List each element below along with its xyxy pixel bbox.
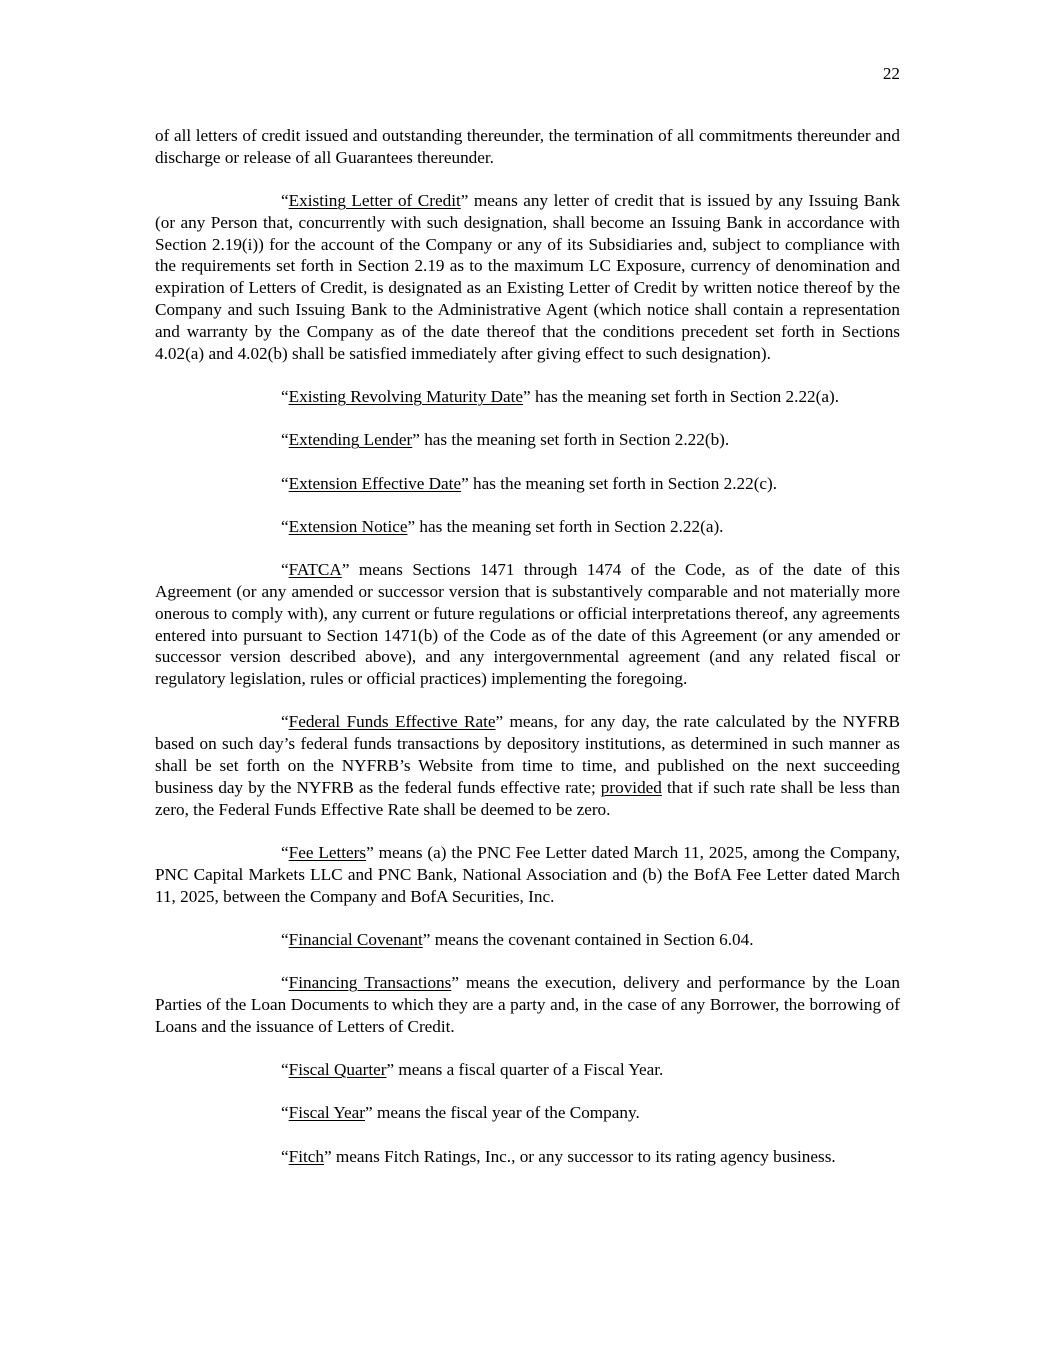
- defined-term: Fiscal Year: [288, 1103, 366, 1123]
- definition-fatca: “FATCA” means Sections 1471 through 1474 of the Code, as of the date of this Agreement (or any amended or successor version that is substantively comparable and not materially more onerous to comply with), any current or future regulations or official interpretations thereof, any agreements entered into pursuant to Section 1471(b) of the Code as of the date of this Agreement (or any amended or successor version described above), and any intergovernmental agreement (and any related fiscal or regulatory legislation, rules or official practices) implementing the foregoing.: [155, 560, 900, 689]
- definition-text: ” has the meaning set forth in Section 2.22(a).: [523, 386, 840, 406]
- definition-fiscal-quarter: “Fiscal Quarter” means a fiscal quarter of a Fiscal Year.: [281, 1060, 664, 1079]
- definition-extending-lender: “Extending Lender” has the meaning set forth in Section 2.22(b).: [281, 430, 730, 450]
- definition-fee-letters: “Fee Letters” means (a) the PNC Fee Letter dated March 11, 2025, among the Company, PNC Capital Markets LLC and PNC Bank, National Association and (b) the BofA Fee Letter dated March 11, 2025, between the Company and BofA Securities, Inc.: [155, 842, 900, 906]
- definition-extension-effective-date: “Extension Effective Date” has the meaning set forth in Section 2.22(c).: [281, 473, 778, 493]
- definition-existing-revolving-maturity-date: “Existing Revolving Maturity Date” has the meaning set forth in Section 2.22(a).: [281, 386, 840, 406]
- definition-text-continued: that if such rate shall be less than zero, the Federal Funds Effective Rate shall be deemed to be zero.: [155, 777, 900, 819]
- document-body: [155, 125, 900, 1189]
- definition-text: ” means a fiscal quarter of a Fiscal Year.: [386, 1060, 664, 1079]
- defined-term: Extension Effective Date: [288, 473, 462, 493]
- defined-term: Fiscal Quarter: [288, 1060, 387, 1079]
- page-number: 22: [882, 64, 900, 83]
- definition-text: ” means the fiscal year of the Company.: [365, 1103, 640, 1123]
- definition-federal-funds-effective-rate: “Federal Funds Effective Rate” means, for any day, the rate calculated by the NYFRB based on such day’s federal funds transactions by depository institutions, as determined in such manner as shall be set forth on the NYFRB’s Website from time to time, and published on the next succeeding business day by the NYFRB as the federal funds effective rate; provided that if such rate shall be less than zero, the Federal Funds Effective Rate shall be deemed to be zero.: [155, 712, 900, 819]
- defined-term: Existing Letter of Credit: [288, 191, 461, 211]
- definition-fiscal-year: “Fiscal Year” means the fiscal year of the Company.: [281, 1103, 640, 1123]
- definition-text: ” has the meaning set forth in Section 2.22(c).: [461, 473, 778, 493]
- definition-text: ” has the meaning set forth in Section 2.22(b).: [412, 430, 730, 450]
- defined-term: Financial Covenant: [288, 929, 423, 949]
- definition-text: ” means the execution, delivery and performance by the Loan Parties of the Loan Documents to which they are a party and, in the case of any Borrower, the borrowing of Loans and the issuance of Letters of Credit.: [155, 973, 900, 1036]
- defined-term: Federal Funds Effective Rate: [288, 712, 496, 732]
- definition-text: ” means Sections 1471 through 1474 of the Code, as of the date of this Agreement (or any amended or successor version that is substantively comparable and not materially more onerous to comply with), any current or future regulations or official interpretations thereof, any agreements entered into pursuant to Section 1471(b) of the Code as of the date of this Agreement (or any amended or successor version described above), and any intergovernmental agreement (and any related fiscal or regulatory legislation, rules or official practices) implementing the foregoing.: [155, 560, 900, 689]
- opening-paragraph: of all letters of credit issued and outstanding thereunder, the termination of all commitments thereunder and discharge or release of all Guarantees thereunder.: [155, 126, 900, 167]
- defined-term: Extending Lender: [288, 430, 413, 450]
- definition-fitch: “Fitch” means Fitch Ratings, Inc., or any successor to its rating agency business.: [281, 1146, 836, 1166]
- definition-financing-transactions: “Financing Transactions” means the execution, delivery and performance by the Loan Parties of the Loan Documents to which they are a party and, in the case of any Borrower, the borrowing of Loans and the issuance of Letters of Credit.: [155, 973, 900, 1036]
- defined-term: Financing Transactions: [288, 973, 452, 993]
- definition-text: ” means (a) the PNC Fee Letter dated March 11, 2025, among the Company, PNC Capital Markets LLC and PNC Bank, National Association and (b) the BofA Fee Letter dated March 11, 2025, between the Company and BofA Securities, Inc.: [155, 842, 900, 906]
- definition-text: ” means the covenant contained in Section 6.04.: [422, 929, 754, 949]
- defined-term: Existing Revolving Maturity Date: [288, 386, 524, 406]
- definition-extension-notice: “Extension Notice” has the meaning set forth in Section 2.22(a).: [281, 516, 724, 536]
- provided-term: provided: [600, 777, 662, 797]
- definition-text: ” means any letter of credit that is issued by any Issuing Bank (or any Person that, concurrently with such designation, shall become an Issuing Bank in accordance with Section 2.19(i)) for the account of the Company or any of its Subsidiaries and, subject to compliance with the requirements set forth in Section 2.19 as to the maximum LC Exposure, currency of denomination and expiration of Letters of Credit, is designated as an Existing Letter of Credit by written notice thereof by the Company and such Issuing Bank to the Administrative Agent (which notice shall contain a representation and warranty by the Company as of the date thereof that the conditions precedent set forth in Sections 4.02(a) and 4.02(b) shall be satisfied immediately after giving effect to such designation).: [155, 191, 900, 363]
- definition-text: ” has the meaning set forth in Section 2.22(a).: [407, 516, 724, 536]
- definition-financial-covenant: “Financial Covenant” means the covenant contained in Section 6.04.: [281, 929, 754, 949]
- defined-term: Fitch: [288, 1146, 324, 1166]
- definition-text: ” means Fitch Ratings, Inc., or any successor to its rating agency business.: [323, 1146, 836, 1166]
- definition-text: ” means, for any day, the rate calculated by the NYFRB based on such day’s federal funds transactions by depository institutions, as determined in such manner as shall be set forth on the NYFRB’s Website from time to time, and published on the next succeeding business day by the NYFRB as the federal funds effective rate;: [155, 712, 900, 797]
- defined-term: FATCA: [288, 560, 342, 580]
- defined-term: Extension Notice: [288, 516, 408, 536]
- defined-term: Fee Letters: [288, 842, 367, 862]
- definition-existing-letter-of-credit: “Existing Letter of Credit” means any letter of credit that is issued by any Issuing Bank (or any Person that, concurrently with such designation, shall become an Issuing Bank in accordance with Section 2.19(i)) for the account of the Company or any of its Subsidiaries and, subject to compliance with the requirements set forth in Section 2.19 as to the maximum LC Exposure, currency of denomination and expiration of Letters of Credit, is designated as an Existing Letter of Credit by written notice thereof by the Company and such Issuing Bank to the Administrative Agent (which notice shall contain a representation and warranty by the Company as of the date thereof that the conditions precedent set forth in Sections 4.02(a) and 4.02(b) shall be satisfied immediately after giving effect to such designation).: [155, 191, 900, 363]
